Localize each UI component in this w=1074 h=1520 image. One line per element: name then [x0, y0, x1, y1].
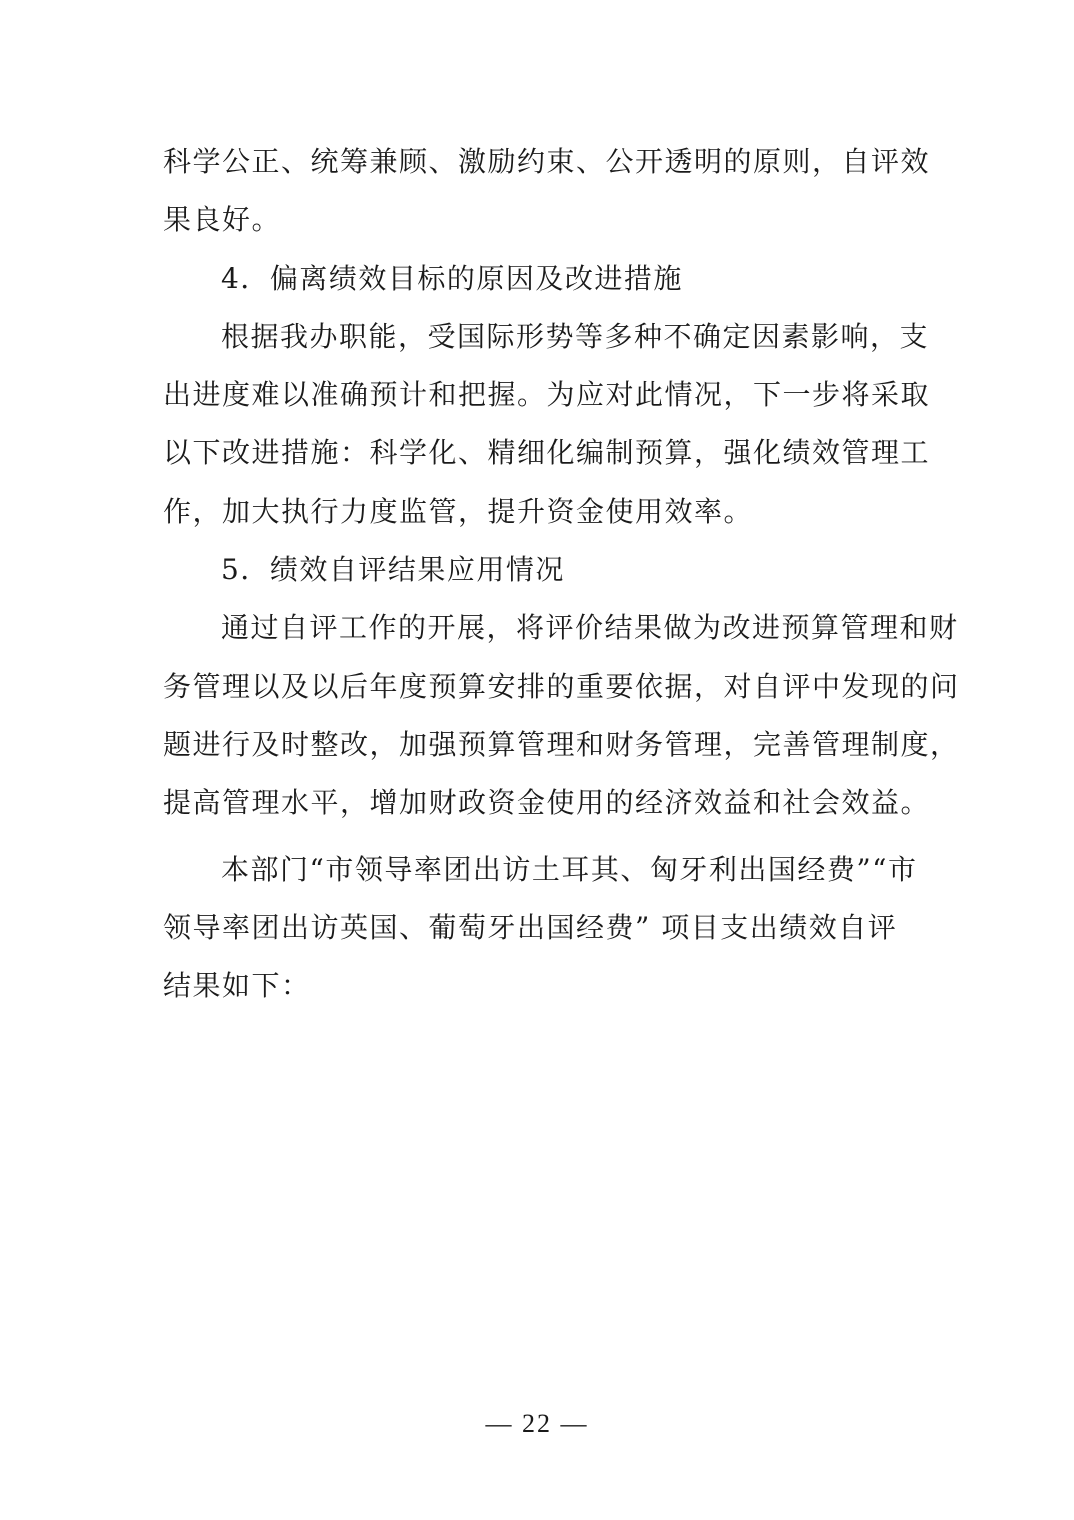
- paragraph-line: 果良好。: [163, 203, 282, 237]
- paragraph-line: 科学公正、统筹兼顾、激励约束、公开透明的原则，自评效: [163, 145, 931, 178]
- paragraph-line: 结果如下：: [163, 969, 311, 1003]
- paragraph-line: 本部门“市领导率团出访土耳其、匈牙利出国经费”“市: [221, 852, 918, 886]
- paragraph-line: 提高管理水平，增加财政资金使用的经济效益和社会效益。: [163, 786, 931, 820]
- paragraph-line: 出进度难以准确预计和把握。为应对此情况，下一步将采取: [163, 378, 931, 412]
- paragraph-line: 务管理以及以后年度预算安排的重要依据，对自评中发现的问: [163, 669, 960, 703]
- paragraph-line: 通过自评工作的开展，将评价结果做为改进预算管理和财: [221, 611, 959, 645]
- paragraph-line: 以下改进措施：科学化、精细化编制预算，强化绩效管理工: [163, 436, 931, 470]
- paragraph-line: 根据我办职能，受国际形势等多种不确定因素影响，支: [221, 319, 930, 353]
- page-number: — 22 —: [485, 1409, 589, 1438]
- section-heading-5: 5．绩效自评结果应用情况: [221, 553, 565, 587]
- paragraph-gap: [163, 833, 913, 841]
- paragraph-line: 作，加大执行力度监管，提升资金使用效率。: [163, 494, 754, 528]
- section-heading-4: 4．偏离绩效目标的原因及改进措施: [221, 261, 683, 295]
- paragraph-line: 题进行及时整改，加强预算管理和财务管理，完善管理制度，: [163, 727, 960, 761]
- body-text: [163, 133, 960, 1015]
- paragraph-line: 领导率团出访英国、葡萄牙出国经费” 项目支出绩效自评: [163, 910, 898, 944]
